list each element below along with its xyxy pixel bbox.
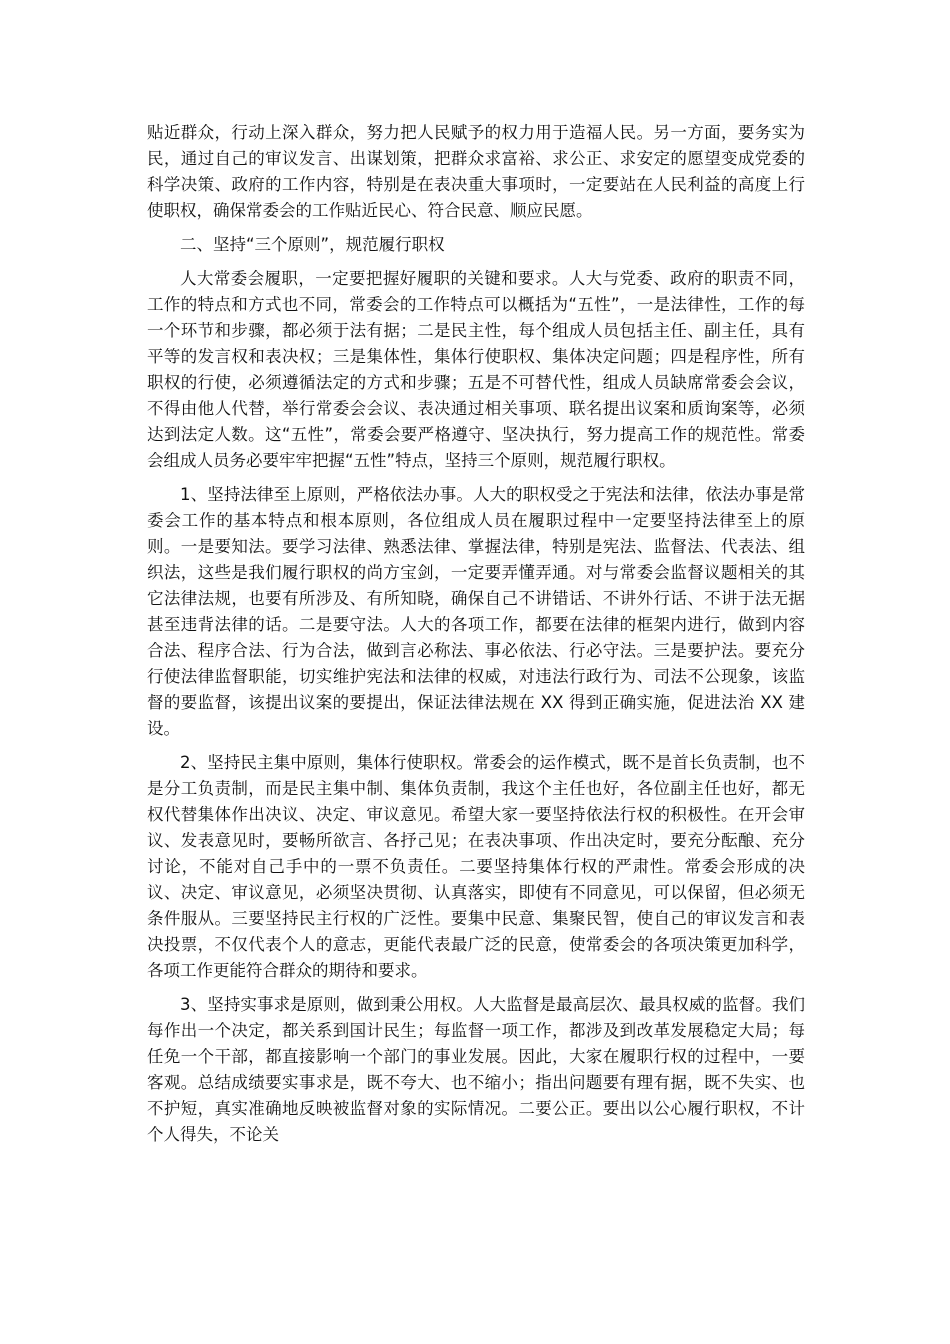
body-paragraph: 人大常委会履职，一定要把握好履职的关键和要求。人大与党委、政府的职责不同，工作的特点和方式也不同，常委会的工作特点可以概括为“五性”，一是法律性，工作的每一个环节和步骤，都必须于法有据；二是民主性，每个组成人员包括主任、副主任，具有平等的发言权和表决权；三是集体性，集体行使职权、集体决定问题；四是程序性，所有职权的行使，必须遵循法定的方式和步骤；五是不可替代性，组成人员缺席常委会会议，不得由他人代替，举行常委会会议、表决通过相关事项、联名提出议案和质询案等，必须达到法定人数。这“五性”，常委会要严格遵守、坚决执行，努力提高工作的规范性。常委会组成人员务必要牢牢把握“五性”特点，坚持三个原则，规范履行职权。	[147, 269, 805, 470]
section-heading: 二、坚持“三个原则”，规范履行职权	[180, 235, 445, 254]
document-page	[147, 120, 805, 1156]
body-paragraph: 贴近群众，行动上深入群众，努力把人民赋予的权力用于造福人民。另一方面，要务实为民，通过自己的审议发言、出谋划策，把群众求富裕、求公正、求安定的愿望变成党委的科学决策、政府的工作内容，特别是在表决重大事项时，一定要站在人民利益的高度上行使职权，确保常委会的工作贴近民心、符合民意、顺应民愿。	[147, 123, 805, 220]
body-paragraph: 2、坚持民主集中原则，集体行使职权。常委会的运作模式，既不是首长负责制，也不是分工负责制，而是民主集中制、集体负责制，我这个主任也好，各位副主任也好，都无权代替集体作出决议、决定、审议意见。希望大家一要坚持依法行权的积极性。在开会审议、发表意见时，要畅所欲言、各抒己见；在表决事项、作出决定时，要充分酝酿、充分讨论，不能对自己手中的一票不负责任。二要坚持集体行权的严肃性。常委会形成的决议、决定、审议意见，必须坚决贯彻、认真落实，即使有不同意见，可以保留，但必须无条件服从。三要坚持民主行权的广泛性。要集中民意、集聚民智，使自己的审议发言和表决投票，不仅代表个人的意志，更能代表最广泛的民意，使常委会的各项决策更加科学，各项工作更能符合群众的期待和要求。	[147, 753, 805, 980]
body-paragraph: 1、坚持法律至上原则，严格依法办事。人大的职权受之于宪法和法律，依法办事是常委会工作的基本特点和根本原则，各位组成人员在履职过程中一定要坚持法律至上的原则。一是要知法。要学习法律、熟悉法律、掌握法律，特别是宪法、监督法、代表法、组织法，这些是我们履行职权的尚方宝剑，一定要弄懂弄通。对与常委会监督议题相关的其它法律法规，也要有所涉及、有所知晓，确保自己不讲错话、不讲外行话、不讲于法无据甚至违背法律的话。二是要守法。人大的各项工作，都要在法律的框架内进行，做到内容合法、程序合法、行为合法，做到言必称法、事必依法、行必守法。三是要护法。要充分行使法律监督职能，切实维护宪法和法律的权威，对违法行政行为、司法不公现象，该监督的要监督，该提出议案的要提出，保证法律法规在 XX 得到正确实施，促进法治 XX 建设。	[147, 485, 805, 738]
body-paragraph: 3、坚持实事求是原则，做到秉公用权。人大监督是最高层次、最具权威的监督。我们每作出一个决定，都关系到国计民生；每监督一项工作，都涉及到改革发展稳定大局；每任免一个干部，都直接影响一个部门的事业发展。因此，大家在履职行权的过程中，一要客观。总结成绩要实事求是，既不夸大、也不缩小；指出问题要有理有据，既不失实、也不护短，真实准确地反映被监督对象的实际情况。二要公正。要出以公心履行职权，不计个人得失，不论关	[147, 995, 805, 1144]
